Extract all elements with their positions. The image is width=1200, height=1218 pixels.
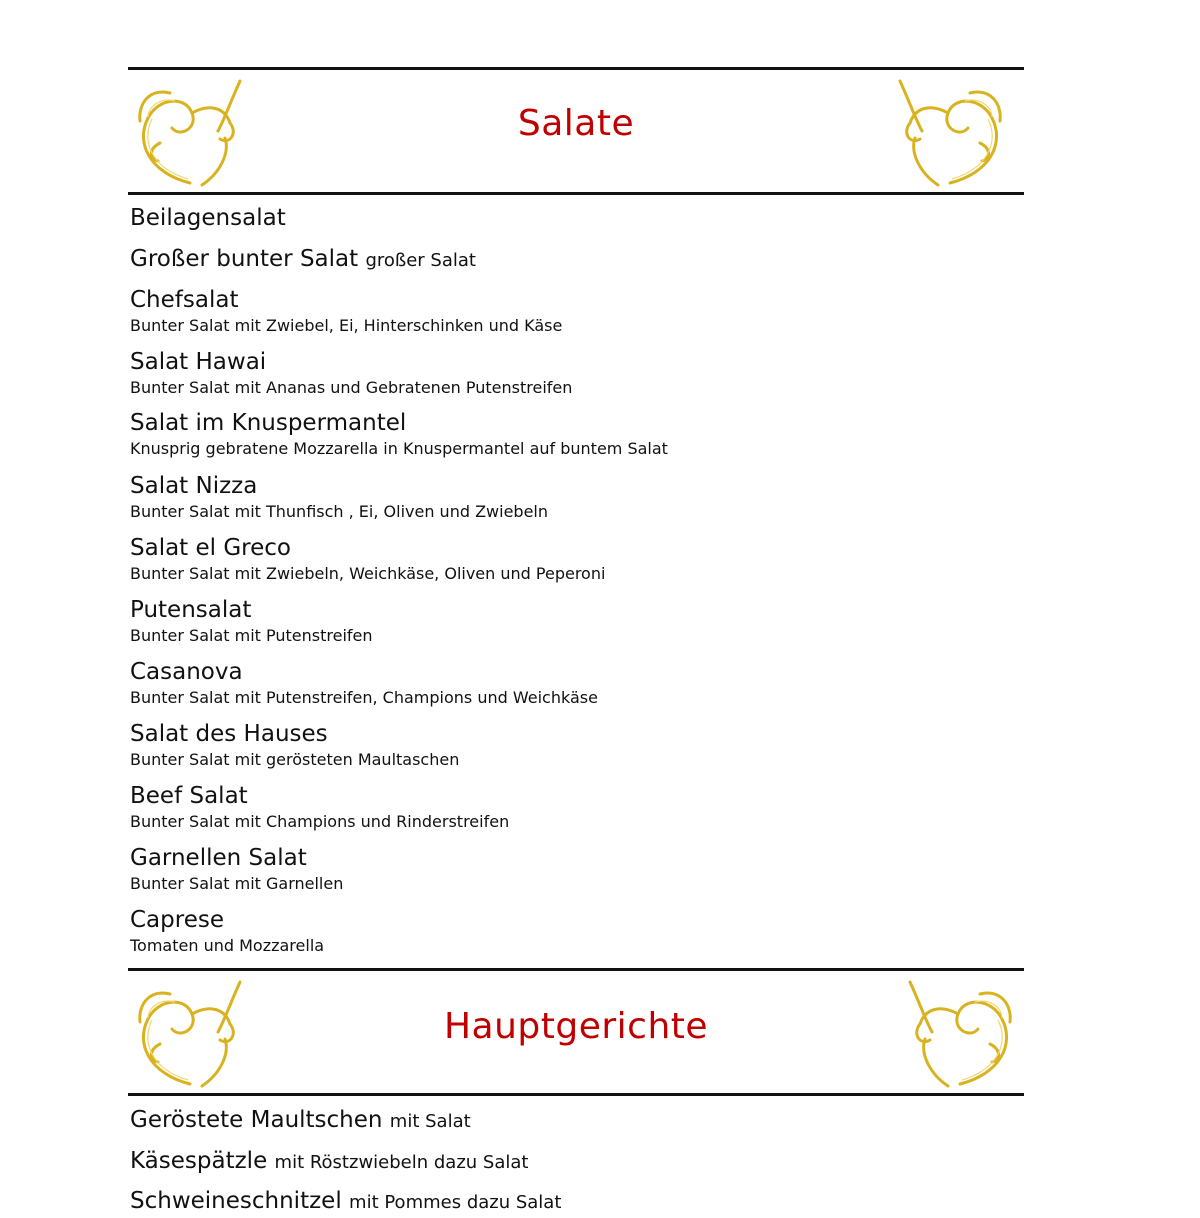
item-description: Bunter Salat mit Ananas und Gebratenen Putenstreifen xyxy=(130,378,573,397)
item-description: Bunter Salat mit gerösteten Maultaschen xyxy=(130,750,460,769)
menu-item xyxy=(130,471,1010,521)
item-name: Salat Hawai xyxy=(130,349,267,375)
header-rule-bottom xyxy=(128,192,1024,195)
item-name: Salat Nizza xyxy=(130,473,258,499)
item-description: Bunter Salat mit Putenstreifen, Champions und Weichkäse xyxy=(130,688,598,707)
item-description: Bunter Salat mit Thunfisch , Ei, Oliven und Zwiebeln xyxy=(130,502,548,521)
menu-item xyxy=(130,244,1010,276)
item-inline-desc: großer Salat xyxy=(365,250,476,271)
section-header-hauptgerichte xyxy=(128,968,1024,1096)
section-header-salate xyxy=(128,67,1024,195)
item-description: Bunter Salat mit Zwiebel, Ei, Hinterschinken und Käse xyxy=(130,316,563,335)
item-name: Garnellen Salat xyxy=(130,845,307,871)
item-inline-desc: mit Pommes dazu Salat xyxy=(349,1192,562,1213)
item-name: Schweineschnitzel xyxy=(130,1188,342,1214)
item-description: Bunter Salat mit Putenstreifen xyxy=(130,626,373,645)
item-name: Casanova xyxy=(130,659,243,685)
item-name: Putensalat xyxy=(130,597,252,623)
section-title: Salate xyxy=(517,103,635,144)
item-name: Chefsalat xyxy=(130,287,239,313)
item-name: Beilagensalat xyxy=(130,205,286,231)
item-name: Salat el Greco xyxy=(130,535,291,561)
item-inline-desc: mit Salat xyxy=(389,1111,471,1132)
menu-item xyxy=(130,781,1010,831)
header-rule-bottom xyxy=(128,1093,1024,1096)
menu-item xyxy=(130,1146,1010,1178)
menu-item xyxy=(130,285,1010,335)
menu-item xyxy=(130,843,1010,893)
item-name: Geröstete Maultschen xyxy=(130,1107,383,1133)
item-name: Großer bunter Salat xyxy=(130,246,359,272)
menu-item xyxy=(130,347,1010,397)
item-description: Bunter Salat mit Zwiebeln, Weichkäse, Oliven und Peperoni xyxy=(130,564,606,583)
menu-item xyxy=(130,203,1010,233)
menu-item xyxy=(130,595,1010,645)
menu-item xyxy=(130,408,1010,458)
item-description: Tomaten und Mozzarella xyxy=(130,936,325,955)
menu-item xyxy=(130,657,1010,707)
menu-item xyxy=(130,1105,1010,1137)
item-name: Beef Salat xyxy=(130,783,248,809)
header-rule-top xyxy=(128,968,1024,971)
item-inline-desc: mit Röstzwiebeln dazu Salat xyxy=(274,1152,529,1173)
section-title: Hauptgerichte xyxy=(443,1006,709,1047)
menu-item xyxy=(130,1186,1010,1214)
menu-item xyxy=(130,719,1010,769)
item-description: Bunter Salat mit Garnellen xyxy=(130,874,344,893)
item-name: Salat des Hauses xyxy=(130,721,328,747)
swirl-ornament-icon xyxy=(890,73,1010,191)
item-name: Salat im Knuspermantel xyxy=(130,410,407,436)
item-name: Caprese xyxy=(130,907,224,933)
header-rule-top xyxy=(128,67,1024,70)
menu-item xyxy=(130,905,1010,957)
menu-item xyxy=(130,533,1010,583)
swirl-ornament-icon xyxy=(900,974,1020,1092)
item-description: Knusprig gebratene Mozzarella in Knuspermantel auf buntem Salat xyxy=(130,439,668,458)
item-description: Bunter Salat mit Champions und Rinderstreifen xyxy=(130,812,510,831)
item-name: Käsespätzle xyxy=(130,1148,268,1174)
